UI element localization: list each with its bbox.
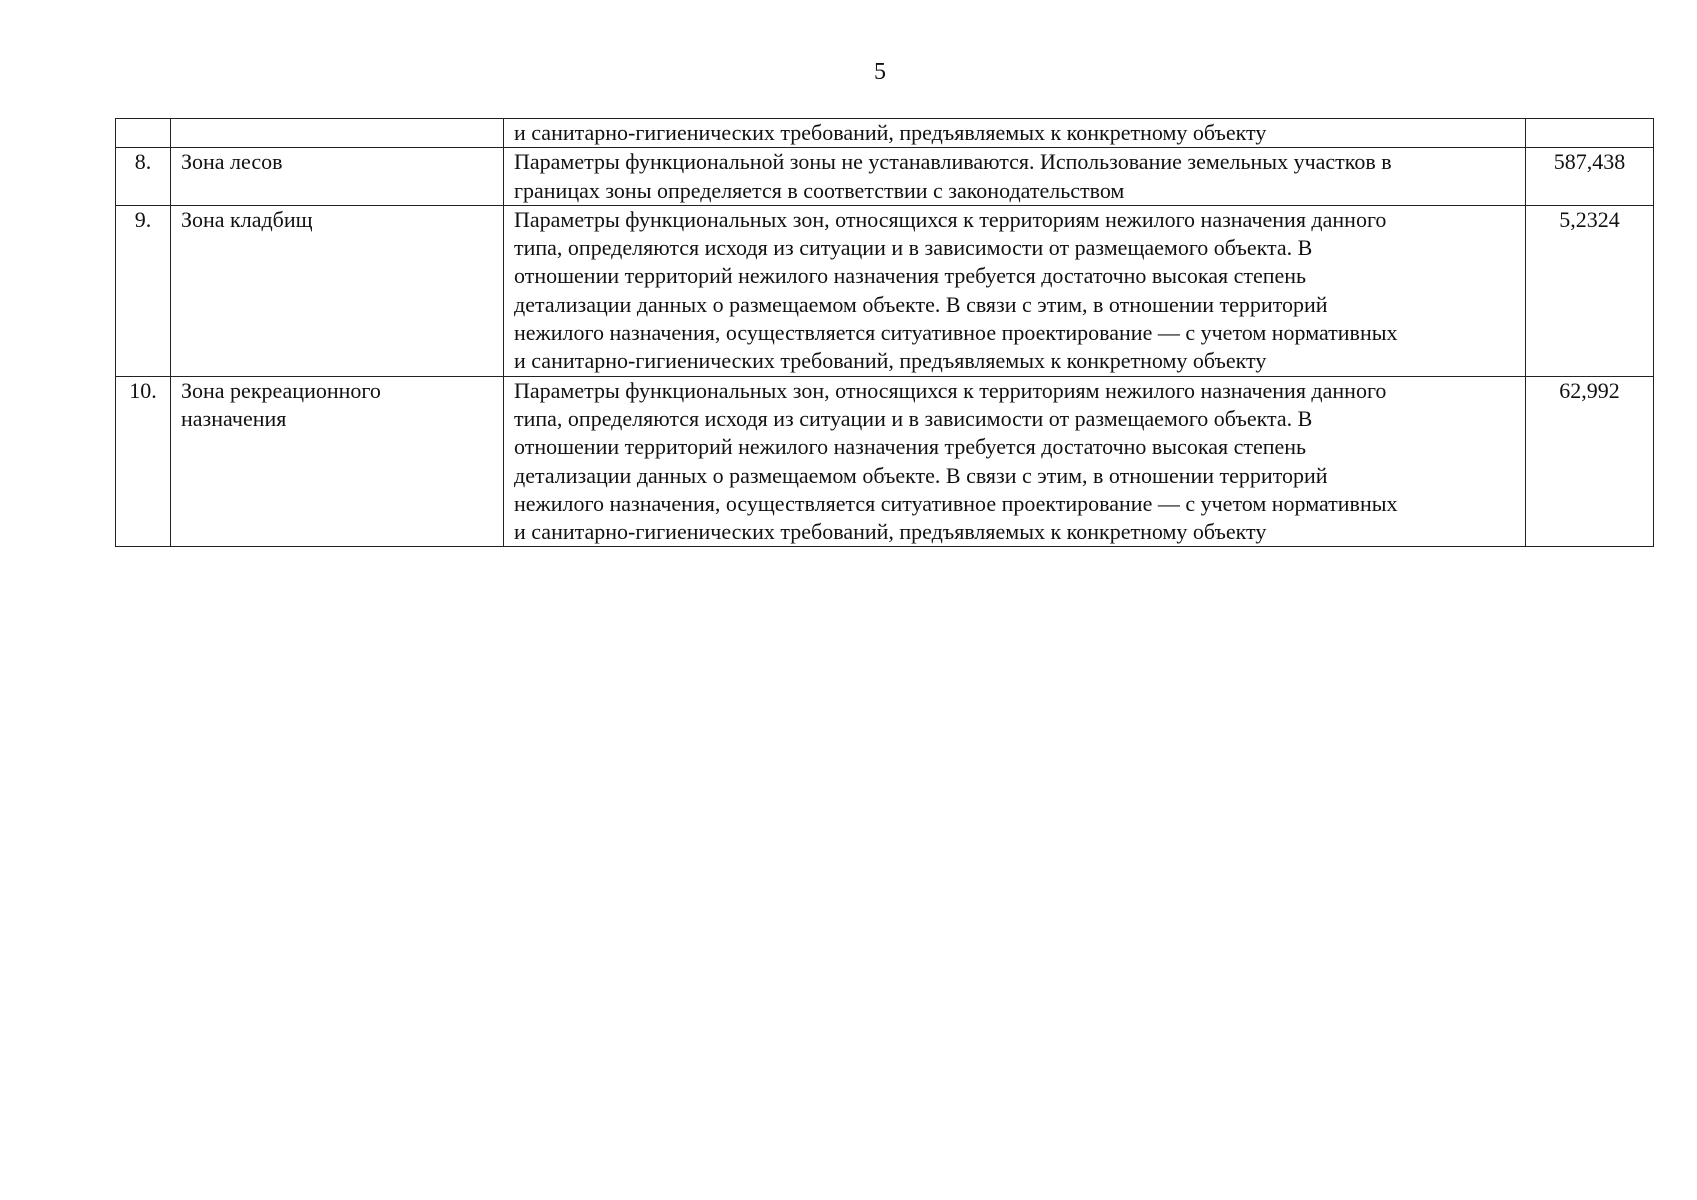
- table-row: [116, 119, 1654, 148]
- zone-area-cell: 587,438: [1526, 148, 1654, 206]
- zone-parameters-line: отношении территорий нежилого назначения требуется достаточно высокая степень: [514, 434, 1307, 460]
- zone-parameters-cell: [504, 119, 1526, 148]
- zone-parameters-line: Параметры функциональных зон, относящихся к территориям нежилого назначения данного: [514, 206, 1387, 232]
- table-row: [116, 205, 1654, 376]
- zone-area-cell: 5,2324: [1526, 205, 1654, 376]
- zone-parameters-line: Параметры функциональной зоны не устанавливаются. Использование земельных участков в: [514, 149, 1392, 175]
- row-number-cell: 10.: [116, 376, 171, 547]
- zone-name-line: назначения: [181, 405, 287, 431]
- zone-parameters-line: детализации данных о размещаемом объекте. В связи с этим, в отношении территорий: [514, 462, 1328, 488]
- zone-parameters-line: и санитарно-гигиенических требований, предъявляемых к конкретному объекту: [514, 519, 1267, 545]
- table-row: [116, 376, 1654, 547]
- zone-parameters-cell: [504, 205, 1526, 376]
- zone-name-line: Зона кладбищ: [181, 206, 313, 232]
- zone-parameters-line: типа, определяются исходя из ситуации и в зависимости от размещаемого объекта. В: [514, 405, 1313, 431]
- page-number: 5: [874, 59, 886, 85]
- zone-parameters-line: и санитарно-гигиенических требований, предъявляемых к конкретному объекту: [514, 348, 1267, 374]
- zone-parameters-line: и санитарно-гигиенических требований, предъявляемых к конкретному объекту: [514, 120, 1267, 145]
- zones-table-body: [116, 119, 1654, 547]
- table-row: [116, 148, 1654, 206]
- row-number-cell: 8.: [116, 148, 171, 206]
- zone-name-line: Зона рекреационного: [181, 377, 381, 403]
- zone-parameters-cell: [504, 148, 1526, 206]
- zone-area-cell: [1526, 119, 1654, 148]
- zone-parameters-line: границах зоны определяется в соответствии с законодательством: [514, 177, 1125, 203]
- zone-name-line: Зона лесов: [181, 149, 283, 175]
- zone-parameters-cell: [504, 376, 1526, 547]
- zone-name-cell: [171, 205, 504, 376]
- row-number-cell: [116, 119, 171, 148]
- zone-name-cell: [171, 376, 504, 547]
- zone-area-cell: 62,992: [1526, 376, 1654, 547]
- zone-parameters-line: детализации данных о размещаемом объекте. В связи с этим, в отношении территорий: [514, 291, 1328, 317]
- row-number-cell: 9.: [116, 205, 171, 376]
- zones-table: [115, 118, 1654, 547]
- zone-parameters-line: нежилого назначения, осуществляется ситуативное проектирование — с учетом нормативных: [514, 490, 1398, 516]
- zone-name-cell: [171, 148, 504, 206]
- zone-parameters-line: отношении территорий нежилого назначения требуется достаточно высокая степень: [514, 263, 1307, 289]
- zone-parameters-line: Параметры функциональных зон, относящихся к территориям нежилого назначения данного: [514, 377, 1387, 403]
- zone-name-cell: [171, 119, 504, 148]
- zone-parameters-line: типа, определяются исходя из ситуации и в зависимости от размещаемого объекта. В: [514, 235, 1313, 261]
- zone-parameters-line: нежилого назначения, осуществляется ситуативное проектирование — с учетом нормативных: [514, 320, 1398, 346]
